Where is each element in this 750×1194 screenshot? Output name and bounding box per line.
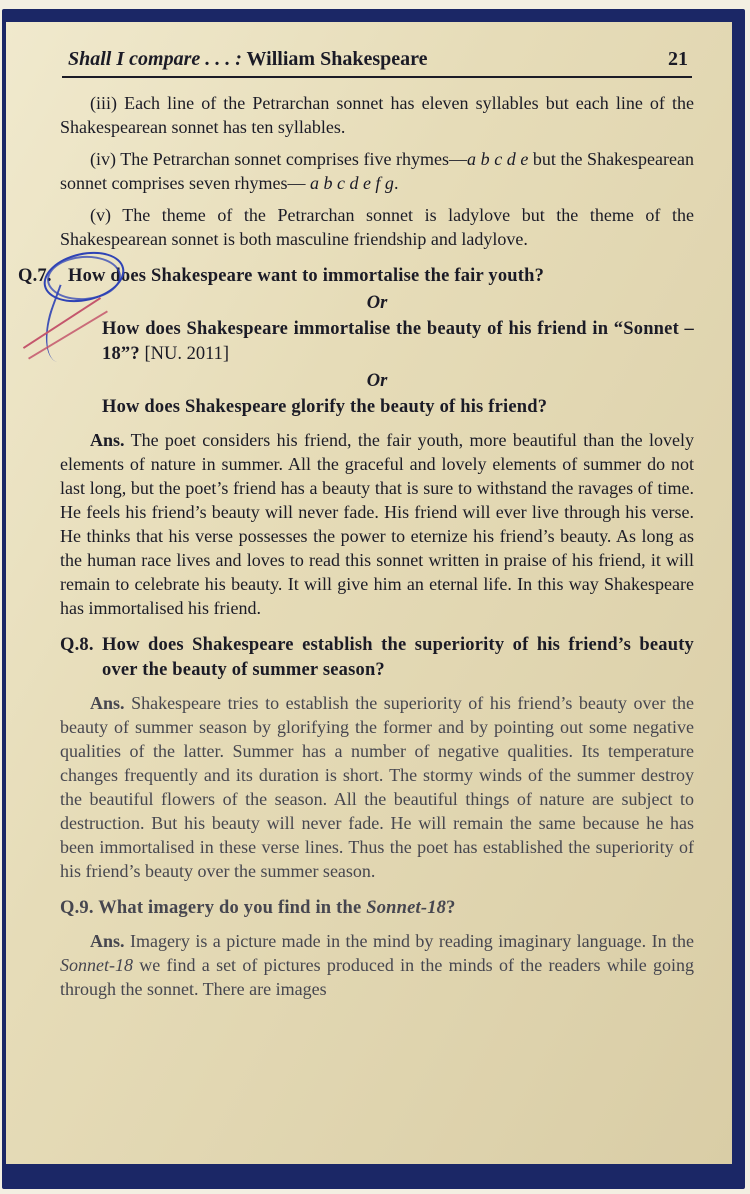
point-iv-text-2: but the Shakespearean sonnet comprises seven rhymes— [60, 149, 694, 193]
question-7-alternate-text: How does Shakespeare immortalise the beauty of his friend in “Sonnet – 18”? [102, 319, 694, 364]
answer-9 [60, 929, 694, 1001]
question-9 [60, 896, 694, 921]
answer-8-text: Shakespeare tries to establish the superiority of his friend’s beauty over the beauty of summer season by glorifying the former and by pointing out some negative qualities of the latter. Summer has a number of negative qualities. Its temperature changes frequently and its duration is short. The stormy winds of the summer destroy the beautiful flowers of the season. All the beautiful things of nature are subject to destruction. But his beauty will never fade. He will remain the same because he has been immortalised in these verse lines. Thus the poet has established the superiority of his friend’s beauty over the summer season. [60, 693, 694, 881]
page-header [60, 48, 694, 71]
question-8 [60, 633, 694, 683]
or-divider-2: Or [366, 371, 388, 391]
question-9-number: Q.9. [60, 898, 94, 918]
question-9-text-2: ? [446, 898, 456, 918]
answer-9-text-1: Imagery is a picture made in the mind by reading imaginary language. In the [124, 931, 694, 951]
question-7-alternate [102, 317, 694, 367]
pen-red-stroke-2-icon [28, 310, 108, 359]
or-divider-1: Or [366, 293, 388, 313]
point-iii-text: (iii) Each line of the Petrarchan sonnet has eleven syllables but each line of the Shakespearean sonnet has ten syllables. [60, 93, 694, 137]
answer-7 [60, 428, 694, 620]
exam-reference: [NU. 2011] [139, 344, 230, 364]
question-7-number: Q.7. [18, 266, 52, 286]
question-9-text-1: What imagery do you find in the [98, 898, 367, 918]
answer-8 [60, 691, 694, 883]
answer-7-text: The poet considers his friend, the fair youth, more beautiful than the lovely elements of nature in summer. All the graceful and lovely elements of summer do not last long, but the poet’s friend has a beauty that is sure to withstand the ravages of time. He feels his friend’s beauty will never fade. His friend will ever live through his verse. He thinks that his verse possesses the power to eternize his friend’s beauty. As long as the human race lives and loves to read this sonnet written in praise of his friend, it will remain to celebrate his beauty. It will give him an eternal life. In this way Shakespeare has immortalised his friend. [60, 430, 694, 618]
point-v [60, 203, 694, 251]
page [6, 22, 732, 1164]
answer-9-sonnet-title: Sonnet-18 [60, 955, 133, 975]
point-iii [60, 91, 694, 139]
answer-7-label: Ans. [90, 430, 125, 450]
question-7-alternate-2: How does Shakespeare glorify the beauty of his friend? [102, 397, 548, 417]
point-iv-rhyme-scheme-2: a b c d e f g [309, 173, 394, 193]
question-8-number: Q.8. [60, 635, 94, 655]
answer-8-label: Ans. [90, 693, 125, 713]
question-7-text: How does Shakespeare want to immortalise the fair youth? [68, 266, 545, 286]
point-iv-text-3: . [393, 173, 399, 193]
point-iv-text-1: (iv) The Petrarchan sonnet comprises five rhymes— [90, 149, 468, 169]
running-title-italic: Shall I compare . . . : [68, 48, 242, 70]
page-number: 21 [668, 48, 688, 70]
page-frame-border [2, 9, 745, 1189]
running-title [68, 48, 428, 71]
answer-9-label: Ans. [90, 931, 125, 951]
running-title-author: William Shakespeare [241, 48, 428, 70]
question-7 [18, 264, 694, 289]
point-iv-rhyme-scheme-1: a b c d e [467, 149, 529, 169]
point-v-text: (v) The theme of the Petrarchan sonnet is ladylove but the theme of the Shakespearean sonnet is both masculine friendship and ladylove. [60, 205, 694, 249]
header-rule [62, 76, 692, 78]
answer-9-text-2: we find a set of pictures produced in the minds of the readers while going through the sonnet. There are images [60, 955, 694, 999]
question-8-text: How does Shakespeare establish the superiority of his friend’s beauty over the beauty of summer season? [102, 635, 695, 680]
point-iv [60, 147, 694, 195]
question-9-sonnet-title: Sonnet-18 [366, 898, 447, 918]
